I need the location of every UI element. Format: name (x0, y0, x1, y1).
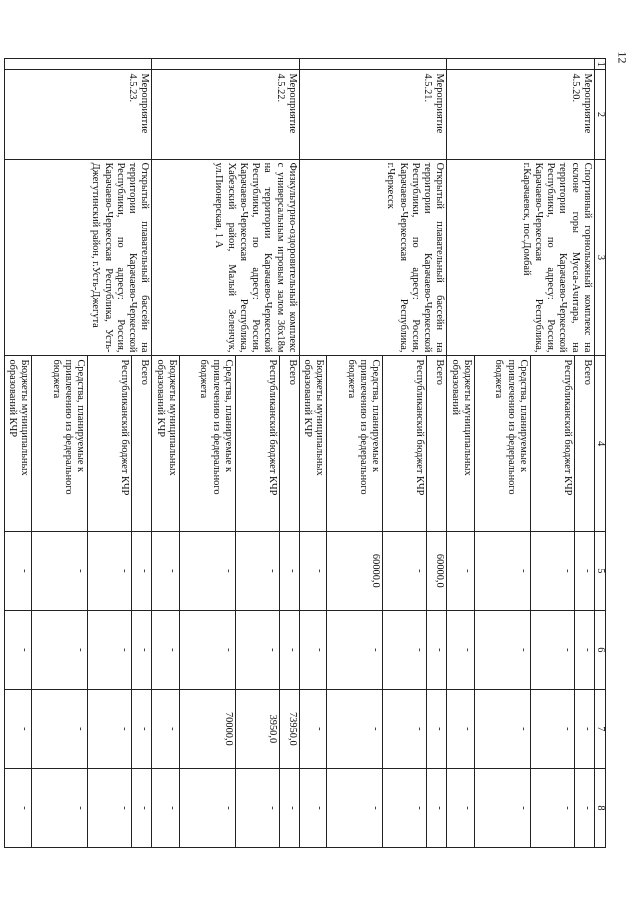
value-cell-7: - (88, 689, 132, 768)
column-header: 6 (595, 610, 606, 689)
value-cell-8: - (235, 768, 279, 847)
event-id-cell: Мероприятие 4.5.23. (4, 70, 152, 159)
value-cell-7: - (132, 689, 152, 768)
funding-source-cell: Бюджеты муниципальных образований КЧР (299, 356, 327, 531)
value-cell-5: - (88, 531, 132, 610)
value-cell-8: - (427, 768, 447, 847)
funding-source-cell: Республиканский бюджет КЧР (531, 356, 575, 531)
value-cell-6: - (427, 610, 447, 689)
value-cell-7: - (447, 689, 475, 768)
value-cell-5: 60000,0 (427, 531, 447, 610)
value-cell-6: - (575, 610, 595, 689)
page-number: 12 (615, 51, 630, 64)
column-header: 2 (595, 70, 606, 159)
value-cell-6: - (32, 610, 88, 689)
table-body (4, 59, 594, 848)
funding-source-cell: Средства, планируемые к привлечению из федерального бюджета (32, 356, 88, 531)
funding-source-cell: Бюджеты муниципальных образований КЧР (152, 356, 180, 531)
value-cell-5: - (235, 531, 279, 610)
value-cell-7: - (383, 689, 427, 768)
value-cell-5: - (383, 531, 427, 610)
value-cell-6: - (327, 610, 383, 689)
value-cell-8: - (327, 768, 383, 847)
value-cell-6: - (152, 610, 180, 689)
row-number-cell (299, 59, 447, 70)
funding-source-cell: Средства, планируемые к привлечению из федерального бюджета (327, 356, 383, 531)
value-cell-5: - (32, 531, 88, 610)
value-cell-7: 3950,0 (235, 689, 279, 768)
value-cell-7: 73950,0 (279, 689, 299, 768)
value-cell-8: - (575, 768, 595, 847)
event-id-cell: Мероприятие 4.5.20. (447, 70, 595, 159)
column-header: 7 (595, 689, 606, 768)
column-header: 8 (595, 768, 606, 847)
funding-source-cell: Республиканский бюджет КЧР (235, 356, 279, 531)
value-cell-7: 70000,0 (179, 689, 235, 768)
value-cell-8: - (531, 768, 575, 847)
funding-source-cell: Всего (575, 356, 595, 531)
value-cell-7: - (4, 689, 32, 768)
value-cell-6: - (531, 610, 575, 689)
value-cell-7: - (327, 689, 383, 768)
value-cell-6: - (4, 610, 32, 689)
value-cell-6: - (235, 610, 279, 689)
funding-source-cell: Республиканский бюджет КЧР (88, 356, 132, 531)
value-cell-8: - (299, 768, 327, 847)
value-cell-6: - (447, 610, 475, 689)
event-id-cell: Мероприятие 4.5.21. (299, 70, 447, 159)
table-row (575, 59, 595, 848)
funding-source-cell: Бюджеты муниципальных образований КЧР (4, 356, 32, 531)
event-id-cell: Мероприятие 4.5.22. (152, 70, 300, 159)
table-row (427, 59, 447, 848)
value-cell-8: - (152, 768, 180, 847)
column-header: 1 (595, 59, 606, 70)
value-cell-6: - (132, 610, 152, 689)
value-cell-8: - (88, 768, 132, 847)
column-header: 4 (595, 356, 606, 531)
value-cell-8: - (4, 768, 32, 847)
row-number-cell (4, 59, 152, 70)
value-cell-6: - (383, 610, 427, 689)
value-cell-5: - (575, 531, 595, 610)
event-name-cell: Спортивный горнолыжный комплекс на склоне горы Мусса-Ачитара, на территории Карачаево-Черкесской Республики, по адресу: Россия, Карачаево-Черкесская Республика, г.Карачаевск, пос.Домбай (447, 159, 595, 356)
rotated-table-wrapper (7, 58, 606, 848)
value-cell-8: - (447, 768, 475, 847)
value-cell-5: - (152, 531, 180, 610)
value-cell-6: - (299, 610, 327, 689)
event-name-cell: Открытый плавательный бассейн на территории Карачаево-Черкесской Республики, по адресу: Россия, Карачаево-Черкесская Республика, Усть-Джегутинский район, г.Усть-Джегута (4, 159, 152, 356)
value-cell-5: - (475, 531, 531, 610)
program-events-table (4, 58, 606, 848)
funding-source-cell: Бюджеты муниципальных образований (447, 356, 475, 531)
value-cell-5: - (179, 531, 235, 610)
funding-source-cell: Всего (279, 356, 299, 531)
value-cell-5: - (279, 531, 299, 610)
value-cell-5: - (4, 531, 32, 610)
row-number-cell (447, 59, 595, 70)
event-name-cell: Физкультурно-оздоровительный комплекс с универсальным игровым залом 36х18м на территории Карачаево-Черкесской Республики, по адресу: Россия, Карачаево-Черкесская Республика, Хабезский район, Малый Зеленчук, ул.Пионерская, 1 А (152, 159, 300, 356)
value-cell-7: - (299, 689, 327, 768)
value-cell-7: - (575, 689, 595, 768)
event-name-cell: Открытый плавательный бассейн на территории Карачаево-Черкесской Республики, по адресу: Россия, Карачаево-Черкесская Республика, г.Черкесск (299, 159, 447, 356)
value-cell-8: - (32, 768, 88, 847)
funding-source-cell: Средства, планируемые к привлечению из федерального бюджета (179, 356, 235, 531)
value-cell-7: - (475, 689, 531, 768)
value-cell-5: 60000,0 (327, 531, 383, 610)
table-row (132, 59, 152, 848)
value-cell-7: - (32, 689, 88, 768)
value-cell-5: - (132, 531, 152, 610)
value-cell-8: - (179, 768, 235, 847)
value-cell-5: - (447, 531, 475, 610)
funding-source-cell: Средства, планируемые к привлечению из федерального бюджета (475, 356, 531, 531)
column-header: 3 (595, 159, 606, 356)
value-cell-8: - (132, 768, 152, 847)
value-cell-6: - (279, 610, 299, 689)
value-cell-5: - (299, 531, 327, 610)
table-row (279, 59, 299, 848)
value-cell-7: - (531, 689, 575, 768)
value-cell-6: - (88, 610, 132, 689)
value-cell-7: - (427, 689, 447, 768)
value-cell-6: - (179, 610, 235, 689)
funding-source-cell: Всего (427, 356, 447, 531)
funding-source-cell: Всего (132, 356, 152, 531)
value-cell-5: - (531, 531, 575, 610)
value-cell-7: - (152, 689, 180, 768)
funding-source-cell: Республиканский бюджет КЧР (383, 356, 427, 531)
value-cell-8: - (279, 768, 299, 847)
value-cell-8: - (475, 768, 531, 847)
value-cell-6: - (475, 610, 531, 689)
column-header: 5 (595, 531, 606, 610)
value-cell-8: - (383, 768, 427, 847)
row-number-cell (152, 59, 300, 70)
column-number-row (595, 59, 606, 848)
